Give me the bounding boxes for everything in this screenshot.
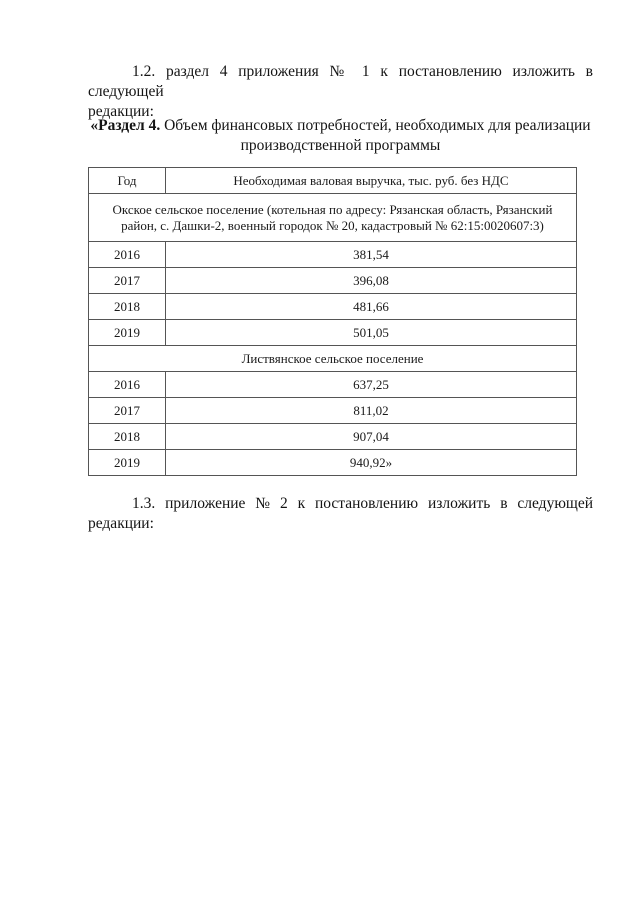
section-heading-text: Объем финансовых потребностей, необходимых для реализации [160,117,591,134]
value-cell: 381,54 [166,242,577,268]
year-cell: 2018 [89,294,166,320]
section-heading-line-1 [88,116,593,136]
year-cell: 2016 [89,242,166,268]
paragraph-1-2 [88,62,593,122]
financial-needs-table [88,167,577,476]
year-cell: 2019 [89,320,166,346]
group-row [89,194,577,242]
table-row [89,294,577,320]
year-cell: 2016 [89,372,166,398]
table-row [89,242,577,268]
value-cell: 907,04 [166,424,577,450]
paragraph-1-2-line-2: редакции: [88,103,154,120]
header-revenue: Необходимая валовая выручка, тыс. руб. без НДС [166,168,577,194]
value-cell: 501,05 [166,320,577,346]
group-row [89,346,577,372]
section-heading-bold: «Раздел 4. [90,117,161,134]
table-header-row [89,168,577,194]
header-year: Год [89,168,166,194]
paragraph-1-2-line-1: 1.2. раздел 4 приложения № 1 к постановлению изложить в следующей [88,63,593,100]
section-heading [88,116,593,156]
value-cell: 637,25 [166,372,577,398]
table-row [89,372,577,398]
value-cell: 811,02 [166,398,577,424]
paragraph-1-3-line-1: 1.3. приложение № 2 к постановлению изложить в следующей [132,495,594,512]
year-cell: 2017 [89,268,166,294]
paragraph-1-3 [88,494,593,534]
value-cell: 396,08 [166,268,577,294]
group-title-listvyanskoe: Листвянское сельское поселение [89,346,577,372]
paragraph-1-3-line-2: редакции: [88,515,154,532]
table-row [89,424,577,450]
table-row [89,398,577,424]
value-cell: 481,66 [166,294,577,320]
table-row [89,268,577,294]
year-cell: 2018 [89,424,166,450]
group-title-okskoe: Окское сельское поселение (котельная по адресу: Рязанская область, Рязанский район, с. Дашки-2, военный городок № 20, кадастровый № 62:15:0020607:3) [89,194,577,242]
table-row [89,450,577,476]
table-row [89,320,577,346]
value-cell: 940,92» [166,450,577,476]
section-heading-line-2: производственной программы [240,137,441,154]
year-cell: 2019 [89,450,166,476]
year-cell: 2017 [89,398,166,424]
